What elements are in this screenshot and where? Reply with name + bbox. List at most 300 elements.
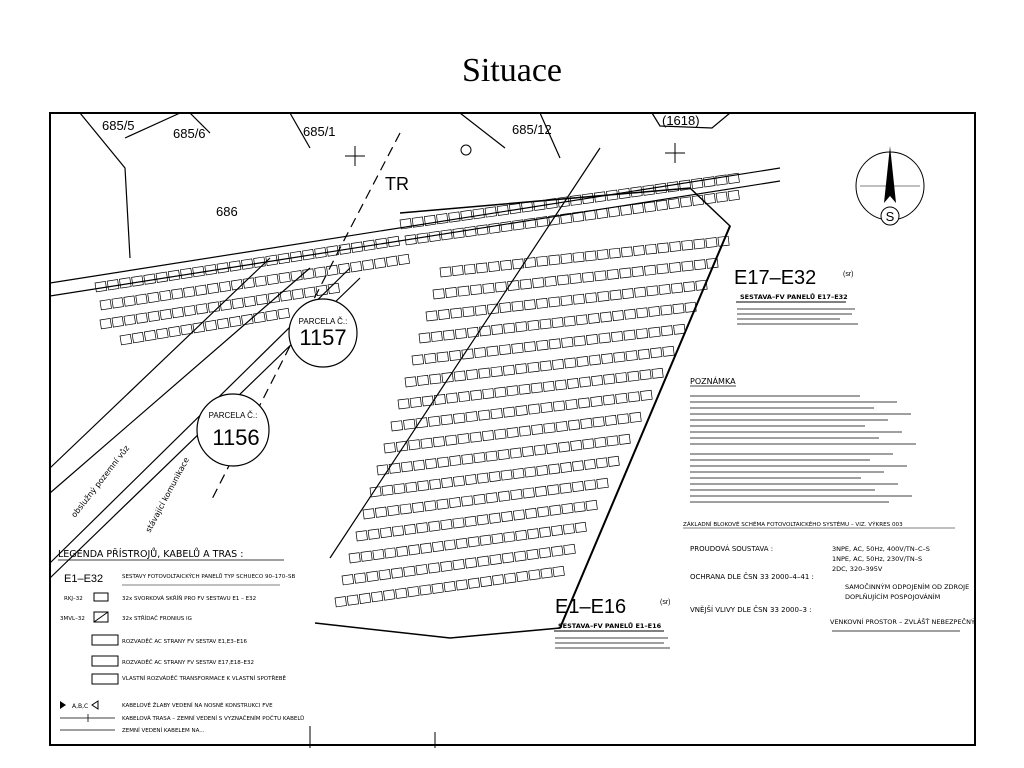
pv-panel [588,313,599,323]
pv-panel [458,391,469,401]
pv-panel [538,507,549,517]
pv-panel [462,349,474,359]
pv-panel [706,238,717,248]
pv-panel [374,258,385,268]
compass-letter: S [885,209,895,224]
pv-panel [565,358,576,368]
cable-tray-start-icon [60,701,66,709]
pv-panel [647,286,658,296]
pv-panel [486,451,497,461]
pv-panel [406,482,417,492]
parcel-label-685-5: 685/5 [102,118,135,133]
pv-panel [219,281,230,291]
section-box-title: SESTAVA–FV PANELŮ E1–E16 [558,622,662,630]
pv-panel [620,268,632,278]
pv-panel [424,353,436,363]
pv-panel [716,192,727,202]
pv-panel [492,324,503,334]
pv-panel [375,507,387,517]
pv-panel [584,480,596,490]
pv-panel [534,445,545,455]
pv-panel [409,440,421,450]
pv-panel [483,389,494,399]
pv-panel [498,491,510,501]
pv-panel [437,352,449,362]
pv-panel [536,298,547,308]
pv-panel [437,457,448,467]
pv-panel [528,362,539,372]
pv-panel [516,530,527,540]
pv-panel [561,337,573,347]
pv-panel [454,371,465,381]
pv-panel [517,571,529,581]
parcel-label-685-1: 685/1 [303,124,336,139]
pv-panel [501,470,512,480]
pv-panel [183,287,194,297]
legend [58,548,304,734]
pv-panel [616,393,628,403]
pv-panel [488,262,499,272]
pv-panel [184,305,196,315]
pv-panel [169,326,181,337]
pv-panel [471,390,482,400]
pv-panel [546,443,557,453]
pv-panel [644,202,655,212]
pv-panel [397,546,408,556]
pv-panel [604,374,615,384]
legend-text: ZEMNÍ VEDENÍ KABELEM NA... [122,728,205,734]
pv-panel [160,290,171,300]
pv-panel [501,511,512,521]
pv-panel [100,318,112,328]
pv-panel [545,276,557,286]
pv-panel [403,419,415,429]
notes-heading: POZNÁMKA [690,377,736,386]
pv-panel [575,522,586,532]
pv-panel [568,420,580,430]
pv-panel [620,205,631,215]
pv-panel [361,551,372,561]
pv-panel [593,417,605,427]
pv-panel [531,424,543,434]
pv-panel [528,404,540,414]
pv-panel [480,576,492,586]
pv-panel [148,311,160,321]
pv-panel [419,333,430,343]
pv-panel [477,556,489,566]
pv-panel [405,377,416,387]
pv-panel [585,293,596,303]
parcel-circle-label: PARCELA Č.: [298,317,348,326]
pv-panel [408,586,420,596]
pv-panel [591,396,603,406]
pv-panel [280,291,292,301]
pv-panel [634,287,645,297]
pv-panel [584,459,595,469]
pv-panel [437,499,449,509]
pv-panel [503,407,515,417]
pv-panel [652,368,663,378]
pv-panel [383,590,395,600]
pv-panel [573,294,584,304]
pv-panel [633,246,644,256]
pv-panel [668,198,679,208]
pv-panel [598,291,609,301]
pv-panel [255,276,266,286]
survey-crosses [345,143,685,166]
pv-panel [581,418,593,428]
pv-panel [513,468,524,478]
pv-panel [516,322,527,332]
pv-panel [367,571,379,581]
legend-text: SESTAVY FOTOVOLTAICKÝCH PANELŮ TYP SCHUECO 90–170–SB [122,574,296,580]
pv-panel [441,478,452,488]
pv-panel [476,263,487,273]
system-heading: ZÁKLADNÍ BLOKOVÉ SCHÉMA FOTOVOLTAICKÉHO SYSTÉMU – VIZ. VÝKRES 003 [683,522,903,528]
pv-panel [498,449,509,459]
pv-panel [595,437,606,447]
pv-panel [524,300,535,310]
pv-panel [485,207,497,217]
pv-panel [694,260,706,270]
pv-panel [394,484,405,494]
pv-panel [531,383,542,393]
pv-panel [499,345,511,355]
pv-panel [495,429,507,439]
parcel-label-686: 686 [216,204,238,219]
pv-panel [549,297,560,307]
pv-panel [474,347,486,357]
pv-panel [425,501,437,511]
pv-panel [564,316,575,326]
pv-panel [220,300,232,310]
pv-panel [624,330,636,340]
pv-panel [335,597,347,607]
pv-panel [279,272,290,282]
section-sup: (sr) [660,599,671,606]
pv-panel [451,308,462,318]
pv-panel [292,289,304,299]
pv-panel [624,309,635,319]
pv-panel [453,413,465,423]
pv-panel [670,242,681,252]
legend-symbol: RKJ–32 [64,596,83,602]
legend-text: 32x STŘÍDAČ FRONIUS IG [122,616,192,622]
pv-panel [619,434,630,444]
pv-panel [570,274,582,284]
pv-panel [100,299,111,309]
pv-panel [572,461,583,471]
pv-panel [392,526,403,536]
pv-panel [303,269,314,279]
pv-panel [268,293,280,303]
pv-panel [465,558,477,568]
pv-panel [641,390,653,400]
pv-panel [379,570,391,580]
pv-panel [356,531,367,541]
pv-panel [539,527,550,537]
note-row-value: 2DC, 320–395V [832,565,883,573]
legend-text: ROZVADĚČ AC STRANY FV SESTAV E1,E3–E16 [122,639,247,645]
pv-panel [605,415,617,425]
section-e1-e16 [554,596,671,648]
pv-panel [495,387,506,397]
section-title: E17–E32 [734,267,817,289]
pv-panel [401,462,412,472]
pv-panel [658,243,669,253]
pv-panel [244,296,256,306]
pv-panel [650,348,661,358]
pv-panel [551,546,563,556]
pv-panel [589,355,600,365]
pv-panel [649,306,660,316]
parcel-circle-1157 [289,299,357,367]
pv-panel [231,280,242,290]
pv-panel [441,519,452,529]
pv-panel [421,438,433,448]
pv-panel [552,318,563,328]
parcel-label-685-12: 685/12 [512,122,552,137]
pv-panel [626,351,637,361]
note-row-value: 3NPE, AC, 50Hz, 400V/TN–C–S [832,545,930,553]
pv-panel [574,502,585,512]
legend-text: ROZVADĚČ AC STRANY FV SESTAV E17,E18–E32 [122,660,254,666]
pv-panel [428,416,440,426]
pv-panel [445,287,457,297]
pv-panel [611,331,623,341]
pv-panel [520,279,532,289]
pv-panel [621,247,632,257]
pv-panel [391,421,403,431]
pv-panel [254,312,266,323]
pv-panel [446,393,457,403]
pv-panel [371,592,383,602]
pv-panel [612,311,623,321]
legend-text: KABELOVÉ ŽLABY VEDENÍ NA NOSNÉ KONSTRUKCI FVE [122,703,273,709]
pv-panel [608,456,619,466]
pv-panel [433,289,445,299]
pv-panel [450,456,461,466]
pv-panel [543,381,554,391]
pv-panel [368,529,379,539]
pv-panel [315,267,326,277]
pv-panel [266,310,278,321]
pv-panel [541,568,553,578]
pv-panel [409,545,420,555]
pv-panel [489,471,500,481]
pv-panel [468,578,480,588]
pv-panel [489,223,500,233]
pv-panel [444,540,455,550]
pv-panel [522,446,533,456]
pv-panel [426,311,437,321]
pv-panel [462,454,473,464]
pv-panel [196,304,208,314]
pv-panel [507,427,519,437]
pv-panel [558,442,569,452]
pv-panel [466,369,477,379]
pv-panel [607,269,619,279]
pv-panel [516,405,528,415]
pv-panel [232,298,244,308]
pv-panel [420,543,431,553]
pv-panel [412,355,424,365]
pv-panel [422,396,433,406]
pv-panel [669,262,681,272]
pv-panel [549,255,560,265]
pv-panel [205,320,217,331]
pv-panel [540,319,551,329]
pv-panel [124,296,135,306]
pv-panel [445,435,457,445]
pv-panel [655,183,667,193]
pv-panel [441,230,452,240]
pv-panel [609,248,620,258]
pv-panel [553,401,565,411]
pv-panel [241,314,253,325]
pv-panel [599,333,611,343]
pv-panel [617,414,629,424]
pv-panel [557,275,569,285]
pv-panel [112,298,123,308]
pv-panel [304,287,316,297]
pv-panel [398,399,409,409]
pv-panel [694,239,705,249]
drawing-frame [50,113,975,745]
pv-panel [136,294,147,304]
pv-panel [349,553,360,563]
pv-panel [643,185,655,195]
pv-panel [601,353,612,363]
pv-panel [632,267,644,277]
terminal-box-icon [94,593,108,601]
pv-panel [404,524,415,534]
pv-panel [267,274,278,284]
pv-panel [489,513,500,523]
pv-panel [591,375,602,385]
pv-panel [474,453,485,463]
section-e17-e32 [734,267,858,324]
pv-panel [449,212,461,222]
pv-panel [373,549,384,559]
pv-panel [607,436,618,446]
pv-panel [400,504,412,514]
pv-panel [132,332,144,343]
pv-panel [473,209,485,219]
pv-panel [354,573,366,583]
pv-panel [649,327,661,337]
pv-panel [562,503,573,513]
pv-panel [380,527,391,537]
pv-panel [474,494,486,504]
pv-panel [433,437,445,447]
cable-tray-end-icon [92,701,98,709]
pv-panel [597,250,608,260]
pv-panel [504,323,515,333]
pv-panel [470,285,482,295]
pv-panel [434,394,445,404]
pv-panel [564,544,576,554]
pv-panel [432,583,444,593]
pv-panel [386,256,397,266]
pv-panel [347,595,359,605]
site-boundary [315,188,730,638]
pv-panel [229,316,241,327]
pv-panel [479,368,490,378]
pv-panel [193,322,205,333]
pv-panel [728,190,739,200]
pv-panel [492,575,504,585]
pv-panel [504,573,516,583]
pv-panel [456,580,468,590]
pv-panel [500,260,511,270]
parcel-circle-number: 1156 [212,425,260,450]
pv-panel [136,313,148,323]
pv-panel [560,462,571,472]
pv-panel [537,465,548,475]
pv-panel [382,485,393,495]
ac-switchboard-icon [92,635,118,645]
pv-panel [172,289,183,299]
pv-panel [417,375,428,385]
pv-panel [616,373,627,383]
pv-panel [551,525,562,535]
pv-panel [477,515,488,525]
site-plan-drawing [40,108,990,748]
pv-panel [656,200,667,210]
pv-panel [659,284,670,294]
note-row-value: SAMOČINNÝM ODPOJENÍM OD ZDROJE [845,583,970,591]
note-row-label: PROUDOVÁ SOUSTAVA : [690,545,774,553]
pv-panel [420,585,432,595]
pv-panel [595,271,607,281]
pv-panel [217,318,229,329]
pv-panel [465,475,476,485]
pv-panel [535,486,547,496]
pv-panel [491,367,502,377]
pv-panel [95,281,107,291]
pv-panel [480,535,491,545]
pv-panel [438,309,449,319]
pv-panel [600,312,611,322]
pv-panel [576,315,587,325]
pv-panel [544,423,556,433]
pv-panel [671,283,682,293]
pv-panel [429,521,440,531]
pv-panel [644,265,656,275]
legend-title: LEGENDA PŘÍSTROJŮ, KABELŮ A TRAS : [58,549,244,560]
parcel-label-685-6: 685/6 [173,126,206,141]
pv-panel [428,563,440,573]
pv-panel [500,302,511,312]
pv-panel [549,464,560,474]
pv-panel [513,510,524,520]
pv-panel [519,384,530,394]
pv-panel [461,210,473,220]
pv-panel [572,481,584,491]
pv-panel [636,329,648,339]
pv-panel [682,261,694,271]
transformer-board-icon [92,674,118,684]
pv-panel [377,465,388,475]
pv-panel [359,593,371,603]
pv-panel [463,307,474,317]
pv-panel [574,336,586,346]
pv-panel [596,458,607,468]
pv-panel [425,459,436,469]
pv-panel [440,267,451,277]
pv-panel [391,568,403,578]
